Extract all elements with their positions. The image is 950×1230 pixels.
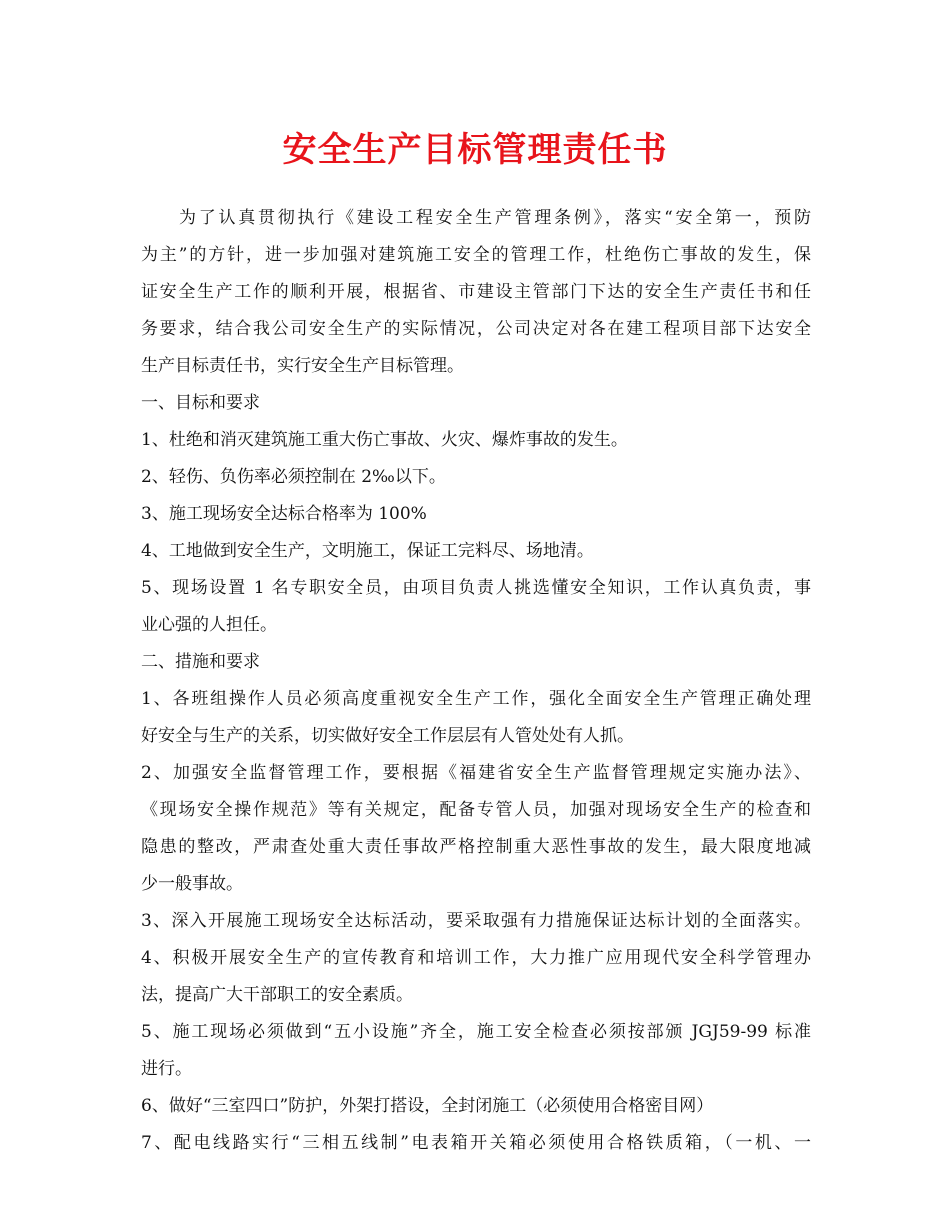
text-line: 3、施工现场安全达标合格率为 100%: [141, 504, 427, 524]
text-line: 业心强的人担任。: [141, 615, 277, 635]
text-line: 《现场安全操作规范》等有关规定，配备专管人员，加强对现场安全生产的检查和: [141, 800, 811, 820]
text-line: 2、轻伤、负伤率必须控制在 2‰以下。: [141, 467, 446, 487]
document-title: 安全生产目标管理责任书: [282, 130, 668, 170]
text-line: 4、工地做到安全生产，文明施工，保证工完料尽、场地清。: [141, 541, 594, 561]
text-line: 为主”的方针，进一步加强对建筑施工安全的管理工作，杜绝伤亡事故的发生，保: [141, 245, 811, 265]
text-line: 一、目标和要求: [141, 393, 260, 413]
text-line: 4、积极开展安全生产的宣传教育和培训工作，大力推广应用现代安全科学管理办: [141, 948, 811, 968]
text-line: 好安全与生产的关系，切实做好安全工作层层有人管处处有人抓。: [141, 726, 634, 746]
text-line: 生产目标责任书，实行安全生产目标管理。: [141, 356, 464, 376]
text-line: 隐患的整改，严肃查处重大责任事故严格控制重大恶性事故的发生，最大限度地减: [141, 837, 811, 857]
text-line: 少一般事故。: [141, 874, 243, 894]
document-body: [141, 200, 811, 1162]
text-line: 5、现场设置 1 名专职安全员，由项目负责人挑选懂安全知识，工作认真负责，事: [141, 578, 811, 598]
text-line: 为了认真贯彻执行《建设工程安全生产管理条例》，落实“安全第一，预防: [179, 208, 811, 228]
text-line: 6、做好“三室四口”防护，外架打搭设，全封闭施工（必须使用合格密目网）: [141, 1096, 714, 1116]
text-line: 5、施工现场必须做到“五小设施”齐全，施工安全检查必须按部颁 JGJ59-99 标准: [141, 1022, 811, 1042]
text-line: 3、深入开展施工现场安全达标活动，要采取强有力措施保证达标计划的全面落实。: [141, 911, 811, 931]
text-line: 进行。: [141, 1059, 192, 1079]
text-line: 7、配电线路实行“三相五线制”电表箱开关箱必须使用合格铁质箱，（一机、一: [141, 1133, 811, 1153]
text-line: 证安全生产工作的顺利开展，根据省、市建设主管部门下达的安全生产责任书和任: [141, 282, 811, 302]
text-line: 1、杜绝和消灭建筑施工重大伤亡事故、火灾、爆炸事故的发生。: [141, 430, 628, 450]
text-line: 法，提高广大干部职工的安全素质。: [141, 985, 413, 1005]
text-line: 1、各班组操作人员必须高度重视安全生产工作，强化全面安全生产管理正确处理: [141, 689, 811, 709]
text-line: 2、加强安全监督管理工作，要根据《福建省安全生产监督管理规定实施办法》、: [141, 763, 811, 783]
text-line: 二、措施和要求: [141, 652, 260, 672]
text-line: 务要求，结合我公司安全生产的实际情况，公司决定对各在建工程项目部下达安全: [141, 319, 811, 339]
